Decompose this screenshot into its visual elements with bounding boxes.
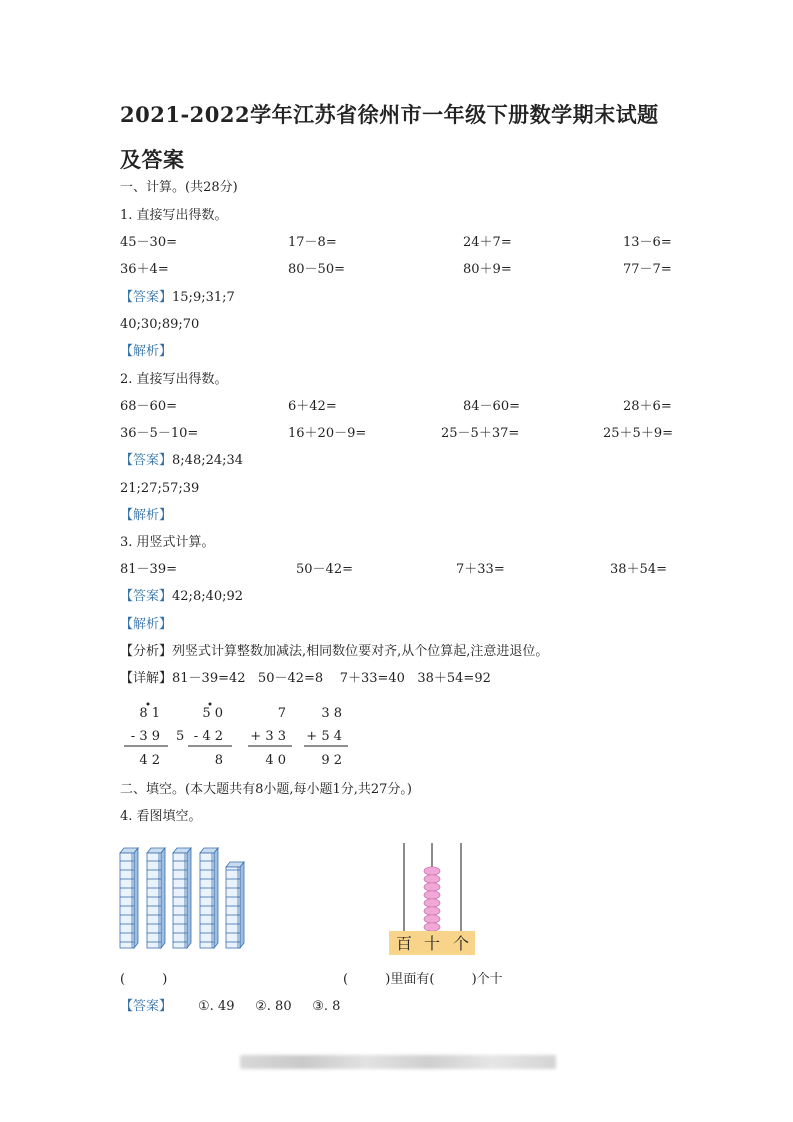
q2-expr: 16＋20－9=: [288, 426, 367, 441]
q3-answer-values: 42;8;40;92: [172, 589, 244, 604]
q2-expr: 68－60=: [120, 399, 177, 414]
abacus-figure: [385, 843, 480, 958]
q4-blank-abacus: ( )里面有( )个十: [343, 972, 503, 987]
q1-answer-values: 15;9;31;7: [172, 290, 235, 305]
q1-answer-line-2: 40;30;89;70: [120, 317, 200, 332]
q4-answer-values: ①. 49 ②. 80 ③. 8: [198, 999, 341, 1014]
q2-answer: [120, 453, 243, 469]
vert-top: 3 8: [321, 706, 342, 721]
vert-operand: + 3 3: [250, 729, 286, 744]
q1-expr: 80－50=: [288, 262, 345, 277]
q1-expr: 77－7=: [623, 262, 672, 277]
abacus-label-tens: 十: [423, 934, 441, 953]
vertical-calculations: [120, 700, 360, 770]
q4-prompt: 4. 看图填空。: [120, 809, 202, 824]
abacus-bead: [424, 883, 440, 891]
section-2-heading: 二、填空。(本大题共有8小题,每小题1分,共27分。): [120, 782, 412, 797]
q1-prompt: 1. 直接写出得数。: [120, 208, 228, 223]
abacus-bead: [424, 891, 440, 899]
fenxi-text: 列竖式计算整数加减法,相同数位要对齐,从个位算起,注意进退位。: [172, 644, 549, 659]
ten-rod: [173, 848, 191, 948]
abacus-bead: [424, 899, 440, 907]
q1-answer: [120, 290, 235, 306]
q4-answer: [120, 999, 340, 1015]
answer-tag: 【答案】: [120, 453, 173, 468]
abacus-bead: [424, 915, 440, 923]
q1-expr: 80＋9=: [463, 262, 512, 277]
nine-unit-column: [226, 862, 244, 948]
vert-result: 4 0: [265, 753, 286, 768]
vert-result: 9 2: [321, 753, 342, 768]
vert-top: 8 1: [139, 706, 160, 721]
abacus-label-ones: 个: [452, 934, 470, 953]
q2-expr: 36－5－10=: [120, 426, 199, 441]
abacus-bead: [424, 923, 440, 931]
q2-expr: 6＋42=: [288, 399, 337, 414]
q2-prompt: 2. 直接写出得数。: [120, 372, 228, 387]
vert-operand: - 4 2: [193, 729, 223, 744]
q1-expr: 45－30=: [120, 235, 177, 250]
abacus-bead: [424, 875, 440, 883]
answer-tag: 【答案】: [120, 290, 173, 305]
ten-rod: [200, 848, 218, 948]
xiangjie-tag: 【详解】: [120, 671, 173, 686]
ten-rod: [120, 848, 138, 948]
abacus-label-hundreds: 百: [395, 934, 413, 953]
fenxi-tag: 【分析】: [120, 644, 173, 659]
q1-expr: 36＋4=: [120, 262, 169, 277]
q1-analysis-tag: 【解析】: [120, 344, 173, 359]
q3-analysis-tag: 【解析】: [120, 617, 173, 632]
q3-expr: 81－39=: [120, 562, 177, 577]
vert-operand: + 5 4: [306, 729, 342, 744]
q3-xiangjie: [120, 671, 491, 687]
abacus-bead: [424, 867, 440, 875]
q2-expr: 28＋6=: [623, 399, 672, 414]
vert-top: 7: [277, 706, 286, 721]
vert-top: 5 0: [202, 706, 223, 721]
vert-result: 4 2: [139, 753, 160, 768]
q2-expr: 25－5＋37=: [441, 426, 520, 441]
q3-expr: 38＋54=: [610, 562, 667, 577]
q2-analysis-tag: 【解析】: [120, 508, 173, 523]
q3-expr: 7＋33=: [456, 562, 505, 577]
answer-tag: 【答案】: [120, 589, 173, 604]
q3-answer: [120, 589, 243, 605]
abacus-bead: [424, 907, 440, 915]
tens-rods-figure: [118, 843, 248, 951]
xiangjie-text: 81－39=42 50－42=8 7＋33=40 38＋54=92: [172, 671, 491, 686]
q2-expr: 25＋5＋9=: [603, 426, 673, 441]
section-1-heading: 一、计算。(共28分): [120, 180, 238, 195]
vert-result: 8: [214, 753, 223, 768]
q1-expr: 13－6=: [623, 235, 672, 250]
q1-expr: 17－8=: [288, 235, 337, 250]
vert-operand: - 3 9: [130, 729, 160, 744]
answer-tag: 【答案】: [120, 999, 173, 1014]
ten-rod: [147, 848, 165, 948]
q3-prompt: 3. 用竖式计算。: [120, 535, 215, 550]
q3-expr: 50－42=: [296, 562, 353, 577]
q2-answer-values: 8;48;24;34: [172, 453, 244, 468]
q4-blank-cubes: ( ): [120, 972, 168, 987]
blurred-footer: [240, 1055, 556, 1069]
document-title: 2021-2022学年江苏省徐州市一年级下册数学期末试题及答案: [120, 102, 659, 172]
q2-expr: 84－60=: [463, 399, 520, 414]
q3-fenxi: [120, 644, 548, 660]
stray-digit: 5: [176, 729, 185, 744]
q1-expr: 24＋7=: [463, 235, 512, 250]
q2-answer-line-2: 21;27;57;39: [120, 481, 200, 496]
